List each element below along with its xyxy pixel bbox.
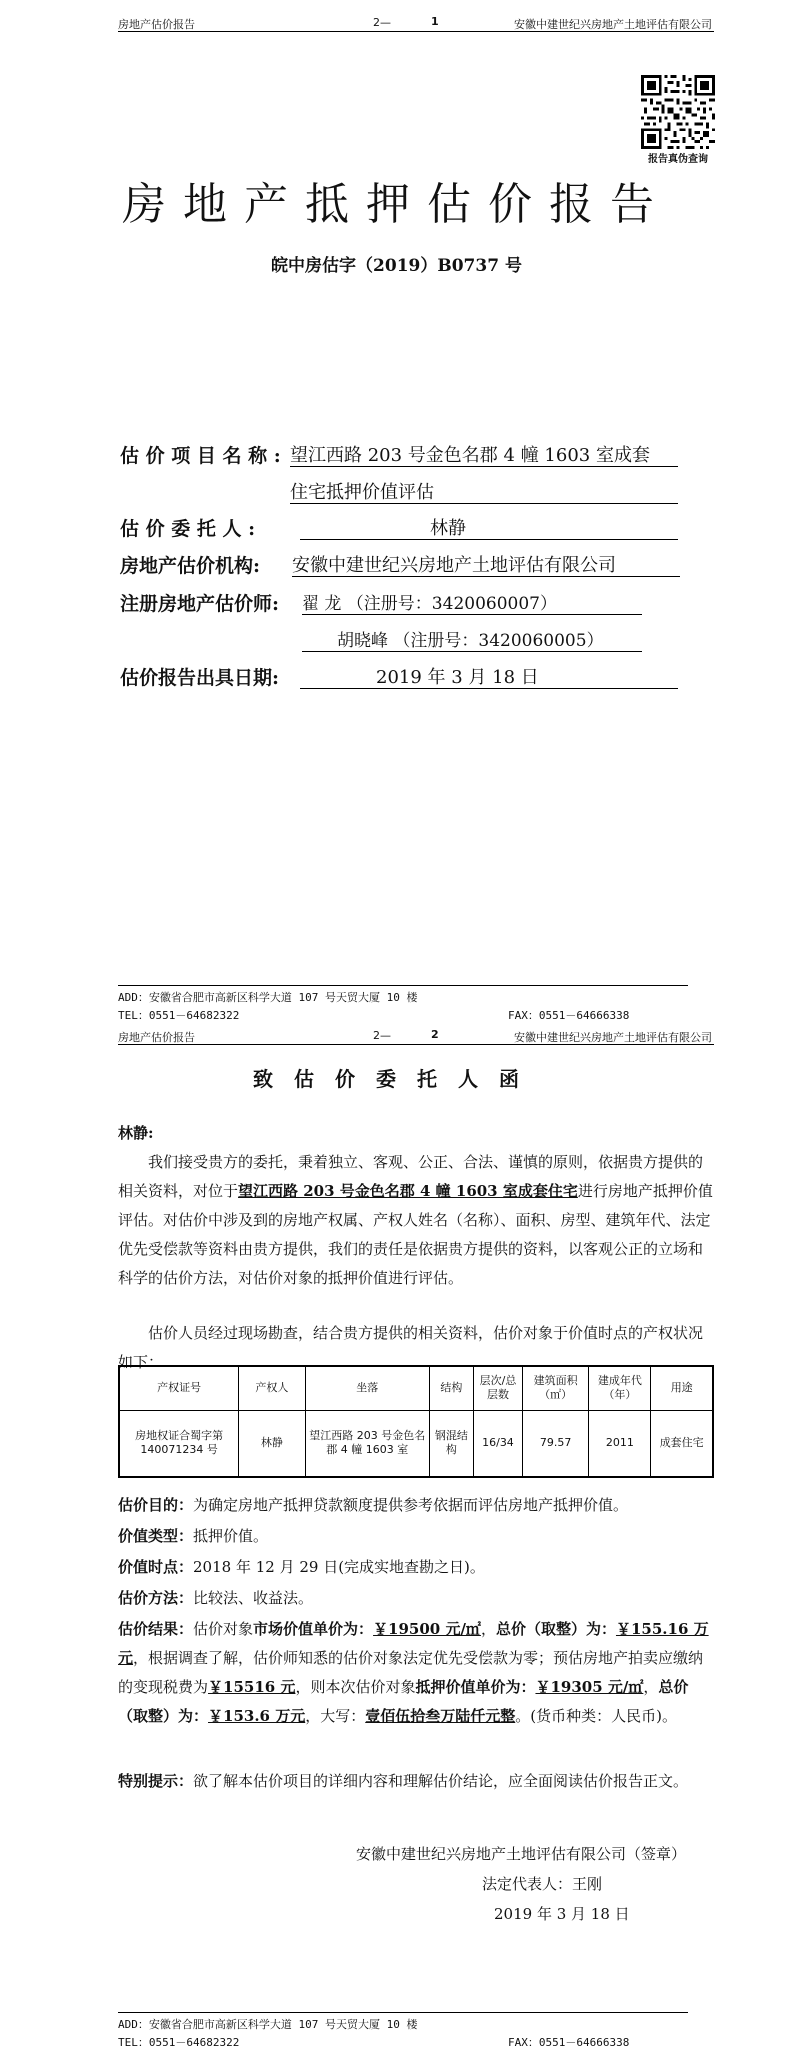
th-use: 用途 (651, 1366, 713, 1410)
signature-company: 安徽中建世纪兴房地产土地评估有限公司（签章） (356, 1845, 687, 1863)
client-letter-page (0, 1027, 793, 2054)
note-label: 特别提示： (118, 1772, 194, 1790)
value-time-line (118, 1553, 714, 1582)
project-value-line2: 住宅抵押价值评估 (290, 482, 434, 503)
intro-text-a: 我们接受贵方的委托，秉着独立、客观、公正、合法、谨慎的原则，依据贵方提供的相关资料，对位于 (118, 1153, 704, 1200)
status-paragraph: 估价人员经过现场勘查，结合贵方提供的相关资料，估价对象于价值时点的产权状况如下： (118, 1324, 704, 1371)
appraiser-2-underline (302, 651, 642, 652)
result-text-7: ，根据调查了解，估价师知悉的估价对象法定优先受偿款为零；预估房地产拍卖应缴纳的变现税费为 (118, 1649, 704, 1696)
footer-address: ADD：安徽省合肥市高新区科学大道 107 号天贸大厦 10 楼 (118, 2018, 418, 2031)
appraiser-1-underline (302, 614, 642, 615)
property-table (118, 1365, 714, 1478)
footer-fax: FAX：0551－64666338 (508, 2036, 630, 2049)
agency-underline (292, 576, 680, 577)
salutation: 林静: (118, 1124, 154, 1142)
appraiser-2: 胡晓峰 （注册号：3420060005） (337, 631, 604, 651)
footer-rule (118, 2012, 688, 2013)
value-time-label: 价值时点： (118, 1558, 194, 1576)
market-unit-label: 市场价值单价为： (253, 1620, 374, 1638)
result-text-9: ，则本次估价对象 (295, 1678, 416, 1696)
result-paragraph (118, 1615, 714, 1731)
method-line (118, 1584, 714, 1613)
project-underline-1 (290, 466, 678, 467)
mortgage-unit-price: ￥19305 元/㎡ (535, 1678, 644, 1696)
td-use: 成套住宅 (651, 1410, 713, 1477)
result-text-15: ，大写： (305, 1707, 366, 1725)
amount-in-words: 壹佰伍拾叁万陆仟元整 (365, 1707, 516, 1725)
footer-address: ADD：安徽省合肥市高新区科学大道 107 号天贸大厦 10 楼 (118, 991, 418, 1004)
signature-date: 2019 年 3 月 18 日 (494, 1905, 630, 1923)
footer-fax: FAX：0551－64666338 (508, 1009, 630, 1022)
th-area: 建筑面积（㎡） (522, 1366, 588, 1410)
header-dash: 2— (373, 1029, 391, 1042)
note-text: 欲了解本估价项目的详细内容和理解估价结论，应全面阅读估价报告正文。 (193, 1772, 689, 1790)
header-page-number: 1 (431, 15, 439, 28)
page-header (118, 1027, 714, 1045)
document-number: 皖中房估字（2019）B0737 号 (271, 256, 522, 276)
qr-caption: 报告真伪查询 (648, 154, 708, 165)
intro-paragraph (118, 1148, 714, 1293)
footer-rule (118, 985, 688, 986)
result-label: 估价结果： (118, 1620, 194, 1638)
special-note (118, 1767, 714, 1796)
td-cert-no: 房地权证合蜀字第140071234 号 (119, 1410, 239, 1477)
result-text-17: 。(货币种类：人民币)。 (515, 1707, 677, 1725)
method-label: 估价方法： (118, 1589, 194, 1607)
th-location: 坐落 (305, 1366, 429, 1410)
td-year: 2011 (589, 1410, 651, 1477)
header-company: 安徽中建世纪兴房地产土地评估有限公司 (514, 1031, 712, 1044)
th-structure: 结构 (429, 1366, 473, 1410)
date-underline (300, 688, 678, 689)
footer-tel: TEL：0551－64682322 (118, 1009, 240, 1022)
purpose-line (118, 1491, 714, 1520)
qr-code-icon[interactable] (641, 75, 715, 149)
property-address: 望江西路 203 号金色名郡 4 幢 1603 室成套住宅 (238, 1182, 578, 1200)
legal-representative: 法定代表人：王刚 (482, 1875, 603, 1893)
td-area: 79.57 (522, 1410, 588, 1477)
market-total-price: ￥155.16 万元 (118, 1620, 709, 1667)
appraiser-label: 注册房地产估价师: (120, 593, 280, 615)
th-floor: 层次/总层数 (474, 1366, 523, 1410)
client-value: 林静 (430, 518, 466, 539)
purpose-text: 为确定房地产抵押贷款额度提供参考依据而评估房地产抵押价值。 (193, 1496, 629, 1514)
mortgage-total-price: ￥153.6 万元 (208, 1707, 306, 1725)
value-type-text: 抵押价值。 (193, 1527, 269, 1545)
page-header (118, 14, 714, 32)
table-header-row (119, 1366, 713, 1410)
result-comma-2: ， (643, 1678, 659, 1696)
header-dash: 2— (373, 16, 391, 29)
market-total-label: 总价（取整）为： (495, 1620, 616, 1638)
client-label: 估 价 委 托 人 : (120, 518, 256, 540)
th-year: 建成年代（年） (589, 1366, 651, 1410)
result-text-1: 估价对象 (193, 1620, 254, 1638)
header-page-number: 2 (431, 1028, 439, 1041)
project-value-line1: 望江西路 203 号金色名郡 4 幢 1603 室成套 (290, 445, 650, 466)
intro-text-c: 进行房地产抵押价值评估。对估价中涉及到的房地产权属、产权人姓名（名称）、面积、房型、建筑年代、法定优先受偿款等资料由贵方提供，我们的责任是依据贵方提供的资料，以客观公正的立场和科学的估价方法，对估价对象的抵押价值进行评估。 (118, 1182, 713, 1287)
mortgage-total-label: 总价（取整）为： (118, 1678, 689, 1725)
table-row (119, 1410, 713, 1477)
value-time-text: 2018 年 12 月 29 日(完成实地查勘之日)。 (193, 1558, 485, 1576)
header-title: 房地产估价报告 (118, 18, 195, 31)
method-text: 比较法、收益法。 (193, 1589, 314, 1607)
td-owner: 林静 (239, 1410, 305, 1477)
td-floor: 16/34 (474, 1410, 523, 1477)
header-title: 房地产估价报告 (118, 1031, 195, 1044)
client-underline (300, 539, 678, 540)
appraiser-1: 翟 龙 （注册号：3420060007） (302, 594, 557, 614)
result-comma-1: ， (480, 1620, 496, 1638)
mortgage-unit-label: 抵押价值单价为： (415, 1678, 536, 1696)
project-underline-2 (290, 503, 678, 504)
tax-amount: ￥15516 元 (208, 1678, 296, 1696)
agency-value: 安徽中建世纪兴房地产土地评估有限公司 (292, 555, 616, 576)
agency-label: 房地产估价机构: (120, 555, 261, 577)
date-label: 估价报告出具日期: (120, 667, 280, 689)
th-cert-no: 产权证号 (119, 1366, 239, 1410)
project-label: 估 价 项 目 名 称 : (120, 445, 281, 467)
td-location: 望江西路 203 号金色名郡 4 幢 1603 室 (305, 1410, 429, 1477)
value-type-label: 价值类型： (118, 1527, 194, 1545)
th-owner: 产权人 (239, 1366, 305, 1410)
market-unit-price: ￥19500 元/㎡ (373, 1620, 481, 1638)
footer-tel: TEL：0551－64682322 (118, 2036, 240, 2049)
report-title: 房地产抵押估价报告 (122, 179, 671, 230)
letter-title: 致估价委托人函 (253, 1067, 540, 1091)
purpose-label: 估价目的： (118, 1496, 194, 1514)
td-structure: 钢混结构 (429, 1410, 473, 1477)
header-company: 安徽中建世纪兴房地产土地评估有限公司 (514, 18, 712, 31)
date-value: 2019 年 3 月 18 日 (376, 667, 539, 688)
value-type-line (118, 1522, 714, 1551)
